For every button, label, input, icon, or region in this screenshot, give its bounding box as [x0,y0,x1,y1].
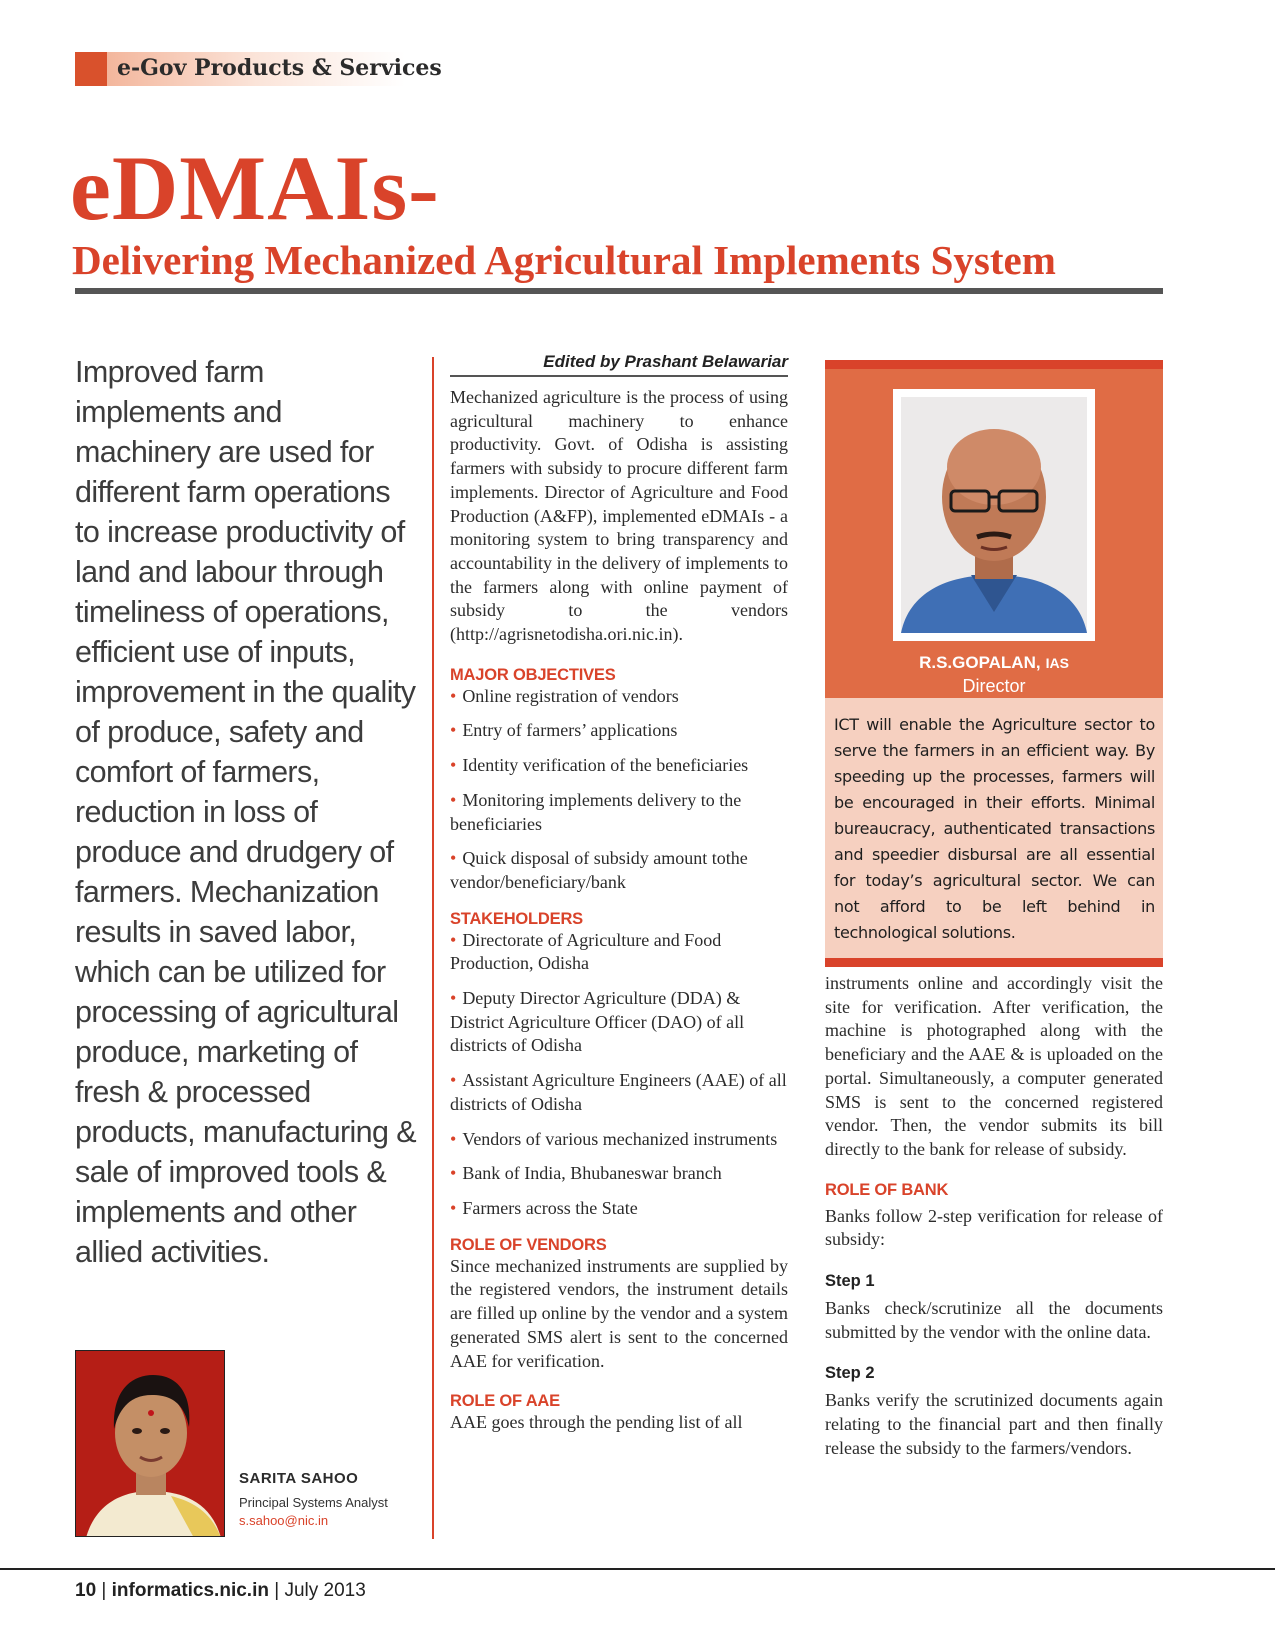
page-title: eDMAIs- [70,137,440,239]
list-item: • Directorate of Agriculture and Food Production, Odisha [450,929,788,976]
list-item: • Monitoring implements delivery to the beneficiaries [450,789,788,836]
column-divider [432,357,434,1539]
lead-paragraph: Mechanized agriculture is the process of using agricultural machinery to enhance productivity. Govt. of Odisha is assisting farmers with subsidy to procure different farm implements. Director of Agriculture and Food Production (A&FP), implemented eDMAIs - a monitoring system to bring transparency and accountability in the delivery of implements to the farmers along with online payment of subsidy to the vendors (http://agrisnetodisha.ori.nic.in). [450,387,788,645]
stakeholders-heading: STAKEHOLDERS [450,909,583,928]
page-footer: 10 | informatics.nic.in | July 2013 [75,1580,366,1601]
profile-quote: ICT will enable the Agriculture sector to serve the farmers in an efficient way. By speeding up the processes, farmers will be encouraged in their efforts. Minimal bureaucracy, authenticated transactions and speedier disbursal are all essential for today’s agricultural sector. We can not afford to be left behind in technological solutions. [834,715,1155,942]
bank-heading: ROLE OF BANK [825,1180,949,1199]
right-column [825,360,1163,1461]
profile-box [825,360,1163,698]
title-divider [75,288,1163,294]
vendors-paragraph: Since mechanized instruments are supplied by the registered vendors, the instrument details are filled up online by the vendor and a system generated SMS alert is sent to the concerned AAE for verification. [450,1255,788,1371]
profile-name-text: R.S.GOPALAN, [919,653,1041,672]
section-label: e-Gov Products & Services [117,55,442,81]
list-item: • Quick disposal of subsidy amount tothe vendor/beneficiary/bank [450,847,788,894]
list-item: • Deputy Director Agriculture (DDA) & District Agriculture Officer (DAO) of all districts of Odisha [450,987,788,1058]
quote-box [825,698,1163,967]
step-2-label: Step 2 [825,1364,875,1383]
list-item: • Farmers across the State [450,1197,788,1221]
intro-text: Improved farm implements and machinery are used for different farm operations to increase productivity of land and labour through timeliness of operations, efficient use of inputs, improvement in the quality of produce, safety and comfort of farmers, reduction in loss of produce and drudgery of farmers. Mechanization results in saved labor, which can be utilized for processing of agricultural produce, marketing of fresh & processed products, manufacturing & sale of improved tools & implements and other allied activities. [75,355,417,1269]
bank-paragraph: Banks follow 2-step verification for release of subsidy: [825,1205,1163,1250]
list-item: • Entry of farmers’ applications [450,719,788,743]
author-portrait-icon [76,1351,225,1537]
profile-name [825,653,1163,673]
aae-paragraph: AAE goes through the pending list of all [450,1412,743,1433]
step-1-text: Banks check/scrutinize all the documents submitted by the vendor with the online data. [825,1298,1163,1342]
section-tag [75,52,442,86]
author-role: Principal Systems Analyst [239,1495,388,1510]
list-item: • Vendors of various mechanized instruments [450,1128,788,1152]
list-item: • Identity verification of the beneficiaries [450,754,788,778]
list-item: • Assistant Agriculture Engineers (AAE) of all districts of Odisha [450,1069,788,1116]
footer-site[interactable]: informatics.nic.in [111,1580,269,1601]
aae-paragraph-continued: instruments online and accordingly visit the site for verification. After verification, the machine is photographed along with the beneficiary and the AAE & is uploaded on the portal. Simultaneously, a computer generated SMS is sent to the concerned registered vendor. Then, the vendor submits its bill directly to the bank for release of subsidy. [825,973,1163,1159]
list-item: • Online registration of vendors [450,685,788,709]
middle-column [450,352,788,1435]
author-name: SARITA SAHOO [239,1470,359,1487]
footer-divider [0,1568,1275,1570]
profile-photo [893,389,1095,641]
list-item: • Bank of India, Bhubaneswar branch [450,1162,788,1186]
aae-heading: ROLE OF AAE [450,1392,560,1411]
vendors-heading: ROLE OF VENDORS [450,1235,607,1254]
stakeholders-list [450,929,788,1221]
profile-name-suffix: IAS [1045,655,1069,671]
profile-portrait-icon [901,397,1087,633]
step-2-text: Banks verify the scrutinized documents again relating to the financial part and then finally release the subsidy to the farmers/vendors. [825,1390,1163,1458]
objectives-heading: MAJOR OBJECTIVES [450,665,616,684]
profile-title: Director [962,676,1026,696]
page-number: 10 [75,1580,97,1601]
objectives-list [450,685,788,895]
footer-date: July 2013 [284,1580,366,1601]
editor-credit: Edited by Prashant Belawariar [450,352,788,377]
step-1-label: Step 1 [825,1272,875,1291]
author-email[interactable]: s.sahoo@nic.in [239,1513,329,1528]
page-subtitle: Delivering Mechanized Agricultural Implements System [72,237,1056,283]
author-meta [239,1470,439,1528]
author-photo [75,1350,225,1537]
